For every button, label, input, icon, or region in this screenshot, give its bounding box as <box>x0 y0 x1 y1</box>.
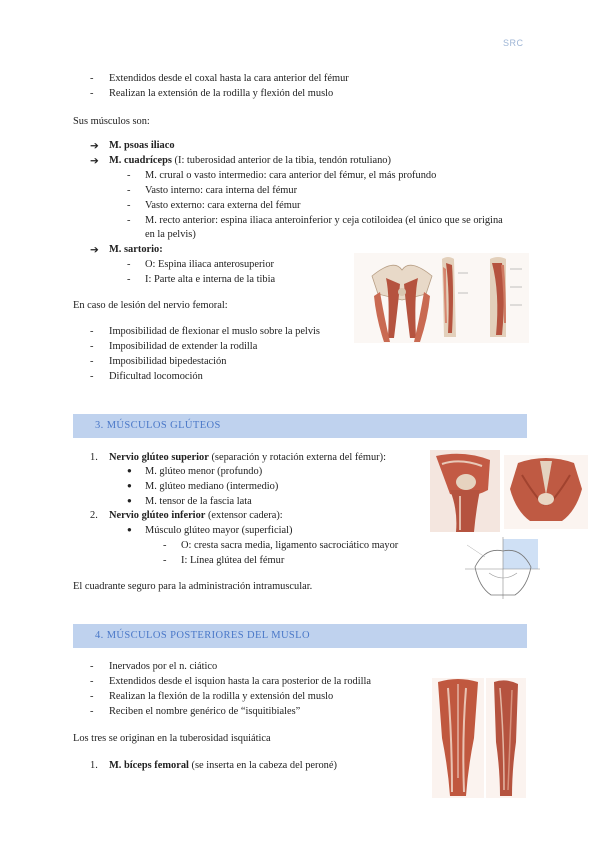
posterior-bullet: Realizan la flexión de la rodilla y extensión del muslo <box>109 691 334 702</box>
bullet-dash: - <box>90 371 94 382</box>
cuadriceps-item: M. crural o vasto intermedio: cara anterior del fémur, el más profundo <box>145 170 437 181</box>
bullet-dash: - <box>90 706 94 717</box>
bullet-dot: ● <box>127 496 132 505</box>
bullet-dot: ● <box>127 525 132 534</box>
arrow-icon: ➔ <box>90 141 99 152</box>
bullet-dash: - <box>90 341 94 352</box>
posterior-thigh-illustration <box>432 678 484 798</box>
list-number: 2. <box>90 510 98 521</box>
section-title: 3. MÚSCULOS GLÚTEOS <box>95 420 221 431</box>
lesion-item: Imposibilidad bipedestación <box>109 356 227 367</box>
lesion-item: Imposibilidad de flexionar el muslo sobre la pelvis <box>109 326 320 337</box>
section-title: 4. MÚSCULOS POSTERIORES DEL MUSLO <box>95 630 310 641</box>
biceps-label: M. bíceps femoral <box>109 760 189 771</box>
cuadriceps-note: (I: tuberosidad anterior de la tibia, tendón rotuliano) <box>171 155 391 166</box>
bullet-dash: - <box>90 661 94 672</box>
cuadriceps-item: Vasto externo: cara externa del fémur <box>145 200 301 211</box>
cuadriceps-item: en la pelvis) <box>145 229 196 240</box>
bullet-dash: - <box>90 356 94 367</box>
lesion-intro: En caso de lesión del nervio femoral: <box>73 300 228 311</box>
posterior-bullet: Reciben el nombre genérico de “isquitibiales” <box>109 706 301 717</box>
nervio-inferior-line <box>109 510 283 521</box>
gluteal-posterior-illustration <box>504 455 588 529</box>
psoas-label: M. psoas iliaco <box>109 140 175 151</box>
cuadriceps-item: Vasto interno: cara interna del fémur <box>145 185 298 196</box>
lesion-item: Imposibilidad de extender la rodilla <box>109 341 258 352</box>
anterior-thigh-illustration <box>354 253 529 343</box>
nervio-superior-line <box>109 452 386 463</box>
bullet-dash: - <box>90 73 94 84</box>
bullet-dash: - <box>127 200 131 211</box>
intro-bullet: Realizan la extensión de la rodilla y flexión del muslo <box>109 88 334 99</box>
header-initials: SRC <box>503 38 524 48</box>
gluteal-lateral-illustration <box>430 450 500 532</box>
sup-item: M. tensor de la fascia lata <box>145 496 252 507</box>
sup-item: M. glúteo menor (profundo) <box>145 466 263 477</box>
nervio-inferior-note: (extensor cadera): <box>205 510 283 521</box>
section-header-posteriores <box>73 624 527 648</box>
intro-bullet: Extendidos desde el coxal hasta la cara anterior del fémur <box>109 73 349 84</box>
bullet-dot: ● <box>127 466 132 475</box>
nervio-superior-note: (separación y rotación externa del fémur): <box>208 452 386 463</box>
bullet-dash: - <box>90 691 94 702</box>
lesion-item: Dificultad locomoción <box>109 371 203 382</box>
bullet-dash: - <box>127 259 131 270</box>
gluteal-quadrant-diagram <box>465 537 540 599</box>
posterior-bullet: Inervados por el n. ciático <box>109 661 218 672</box>
cuadriceps-item: M. recto anterior: espina iliaca anteroinferior y ceja cotiloidea (el único que se origina <box>145 215 503 226</box>
nervio-inferior-label: Nervio glúteo inferior <box>109 510 206 521</box>
bullet-dash: - <box>90 326 94 337</box>
origin-note: Los tres se originan en la tuberosidad isquiática <box>73 733 271 744</box>
biceps-line <box>109 760 337 771</box>
cuadriceps-label: M. cuadríceps <box>109 155 172 166</box>
bullet-dash: - <box>90 88 94 99</box>
section-header-gluteos <box>73 414 527 438</box>
list-number: 1. <box>90 760 98 771</box>
list-number: 1. <box>90 452 98 463</box>
inf-sub-item: I: Línea glútea del fémur <box>181 555 285 566</box>
quadrant-note: El cuadrante seguro para la administración intramuscular. <box>73 581 313 592</box>
bullet-dash: - <box>127 274 131 285</box>
bullet-dash: - <box>163 540 167 551</box>
muscles-intro: Sus músculos son: <box>73 116 150 127</box>
arrow-icon: ➔ <box>90 245 99 256</box>
biceps-note: (se inserta en la cabeza del peroné) <box>188 760 337 771</box>
bullet-dot: ● <box>127 481 132 490</box>
bullet-dash: - <box>163 555 167 566</box>
sup-item: M. glúteo mediano (intermedio) <box>145 481 279 492</box>
cuadriceps-line <box>109 155 391 166</box>
arrow-icon: ➔ <box>90 156 99 167</box>
sartorio-item: I: Parte alta e interna de la tibia <box>145 274 276 285</box>
posterior-bullet: Extendidos desde el isquion hasta la cara posterior de la rodilla <box>109 676 371 687</box>
nervio-superior-label: Nervio glúteo superior <box>109 452 209 463</box>
sartorio-item: O: Espina iliaca anterosuperior <box>145 259 274 270</box>
bullet-dash: - <box>127 215 131 226</box>
bullet-dash: - <box>90 676 94 687</box>
bullet-dash: - <box>127 185 131 196</box>
posterior-thigh-lateral-illustration <box>486 678 526 798</box>
inf-sub-item: O: cresta sacra media, ligamento sacrociático mayor <box>181 540 399 551</box>
inf-item: Músculo glúteo mayor (superficial) <box>145 525 293 536</box>
sartorio-label: M. sartorio: <box>109 244 163 255</box>
bullet-dash: - <box>127 170 131 181</box>
